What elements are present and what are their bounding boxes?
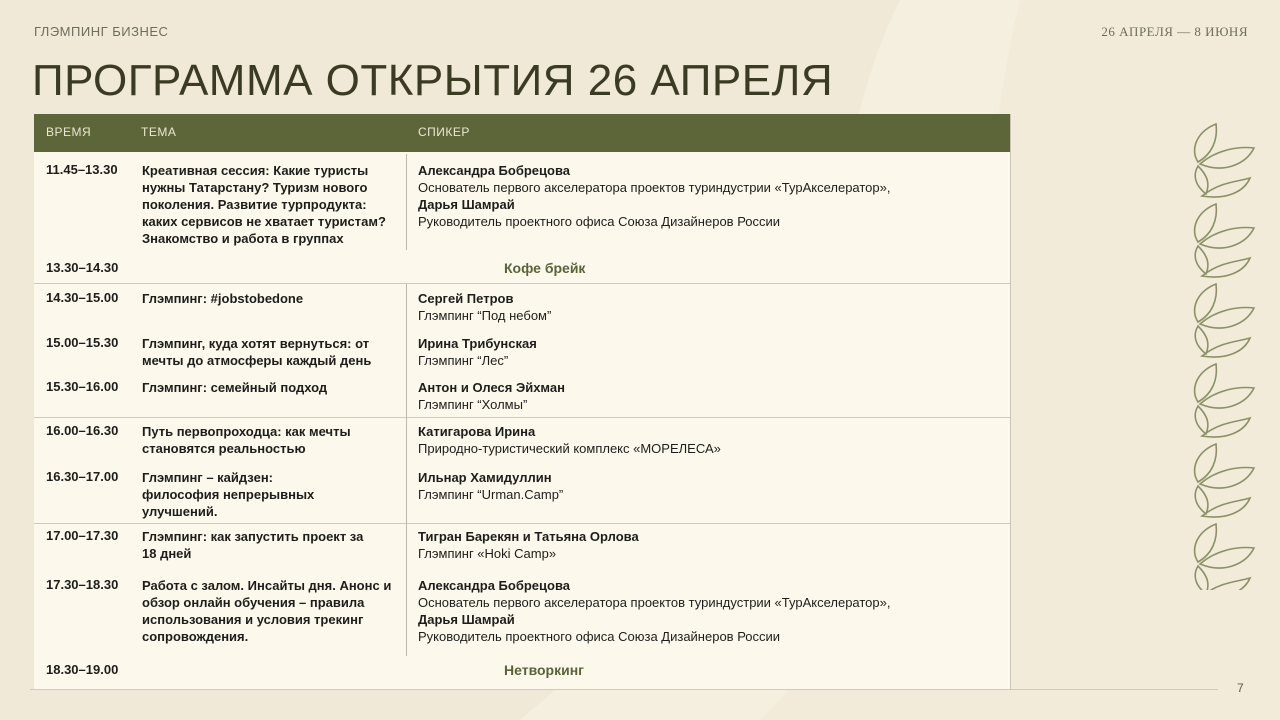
speaker-role: Природно-туристический комплекс «МОРЕЛЕСА» [418, 441, 721, 456]
row-topic: Путь первопроходца: как мечты становятся реальностью [142, 424, 351, 456]
brand-label: ГЛЭМПИНГ БИЗНЕС [34, 24, 169, 39]
leaf-icon [1195, 124, 1254, 197]
speaker-name: Александра Бобрецова [418, 163, 571, 178]
row-speaker [418, 469, 1008, 503]
speaker-role: Глэмпинг “Urman.Camp” [418, 487, 564, 502]
row-speaker [418, 379, 1008, 413]
speaker-name: Тигран Барекян и Татьяна Орлова [418, 529, 639, 544]
speaker-name: Дарья Шамрай [418, 612, 515, 627]
row-topic: Глэмпинг, куда хотят вернуться: от мечты до атмосферы каждый день [142, 336, 372, 368]
row-speaker [418, 528, 1008, 562]
group-divider [34, 283, 1010, 284]
speaker-name: Ирина Трибунская [418, 336, 537, 351]
row-time: 18.30–19.00 [46, 662, 119, 677]
speaker-role: Основатель первого акселератора проектов туриндустрии «ТурАкселератор», [418, 595, 891, 610]
row-speaker [418, 290, 1008, 324]
leaf-icon [1195, 364, 1254, 437]
column-divider [406, 284, 407, 656]
speaker-role: Руководитель проектного офиса Союза Дизайнеров России [418, 214, 781, 229]
speaker-name: Катигарова Ирина [418, 424, 536, 439]
page-number: 7 [1237, 681, 1244, 695]
schedule-table [34, 114, 1011, 690]
row-time: 14.30–15.00 [46, 290, 119, 305]
table-header [34, 114, 1010, 152]
leaf-icon [1195, 284, 1254, 357]
row-speaker [418, 577, 1008, 645]
speaker-role: Руководитель проектного офиса Союза Дизайнеров России [418, 629, 781, 644]
page-title: ПРОГРАММА ОТКРЫТИЯ 26 АПРЕЛЯ [32, 56, 834, 105]
row-topic: Глэмпинг – кайдзен: философия непрерывных улучшений. [142, 470, 315, 519]
row-topic: Глэмпинг: #jobstobedone [142, 291, 304, 306]
column-header-time: ВРЕМЯ [46, 125, 92, 139]
speaker-name: Дарья Шамрай [418, 197, 515, 212]
row-time: 16.30–17.00 [46, 469, 119, 484]
speaker-role: Глэмпинг «Hoki Camp» [418, 546, 557, 561]
speaker-role: Глэмпинг “Лес” [418, 353, 509, 368]
leaf-icon [1195, 444, 1254, 517]
group-divider [34, 417, 1010, 418]
row-time: 17.00–17.30 [46, 528, 119, 543]
break-label: Нетворкинг [504, 662, 584, 678]
leaf-icon [1195, 524, 1254, 590]
row-speaker [418, 162, 1008, 230]
speaker-role: Основатель первого акселератора проектов туриндустрии «ТурАкселератор», [418, 180, 891, 195]
speaker-role: Глэмпинг “Холмы” [418, 397, 528, 412]
row-speaker [418, 423, 1008, 457]
break-label: Кофе брейк [504, 260, 586, 276]
leaf-icon [1195, 204, 1254, 277]
speaker-name: Сергей Петров [418, 291, 514, 306]
row-topic: Креативная сессия: Какие туристы нужны Татарстану? Туризм нового поколения. Развитие турпродукта: каких сервисов не хватает туристам? Знакомство и работа в группах [142, 163, 386, 246]
speaker-name: Антон и Олеся Эйхман [418, 380, 565, 395]
row-topic: Глэмпинг: семейный подход [142, 380, 328, 395]
column-header-topic: ТЕМА [141, 125, 177, 139]
row-topic: Глэмпинг: как запустить проект за 18 дней [142, 529, 364, 561]
row-time: 15.00–15.30 [46, 335, 119, 350]
leaf-ornament-icon [1186, 120, 1266, 590]
event-dates: 26 АПРЕЛЯ — 8 ИЮНЯ [1101, 24, 1248, 39]
column-divider [406, 154, 407, 250]
column-header-speaker: СПИКЕР [418, 125, 470, 139]
speaker-name: Ильнар Хамидуллин [418, 470, 552, 485]
row-time: 15.30–16.00 [46, 379, 119, 394]
row-topic: Работа с залом. Инсайты дня. Анонс и обзор онлайн обучения – правила использования и условия трекинг сопровождения. [142, 578, 392, 644]
row-time: 11.45–13.30 [46, 162, 118, 177]
row-time: 16.00–16.30 [46, 423, 119, 438]
group-divider [34, 523, 1010, 524]
row-time: 13.30–14.30 [46, 260, 119, 275]
speaker-role: Глэмпинг “Под небом” [418, 308, 552, 323]
speaker-name: Александра Бобрецова [418, 578, 571, 593]
bottom-divider [30, 689, 1218, 690]
row-time: 17.30–18.30 [46, 577, 119, 592]
row-speaker [418, 335, 1008, 369]
